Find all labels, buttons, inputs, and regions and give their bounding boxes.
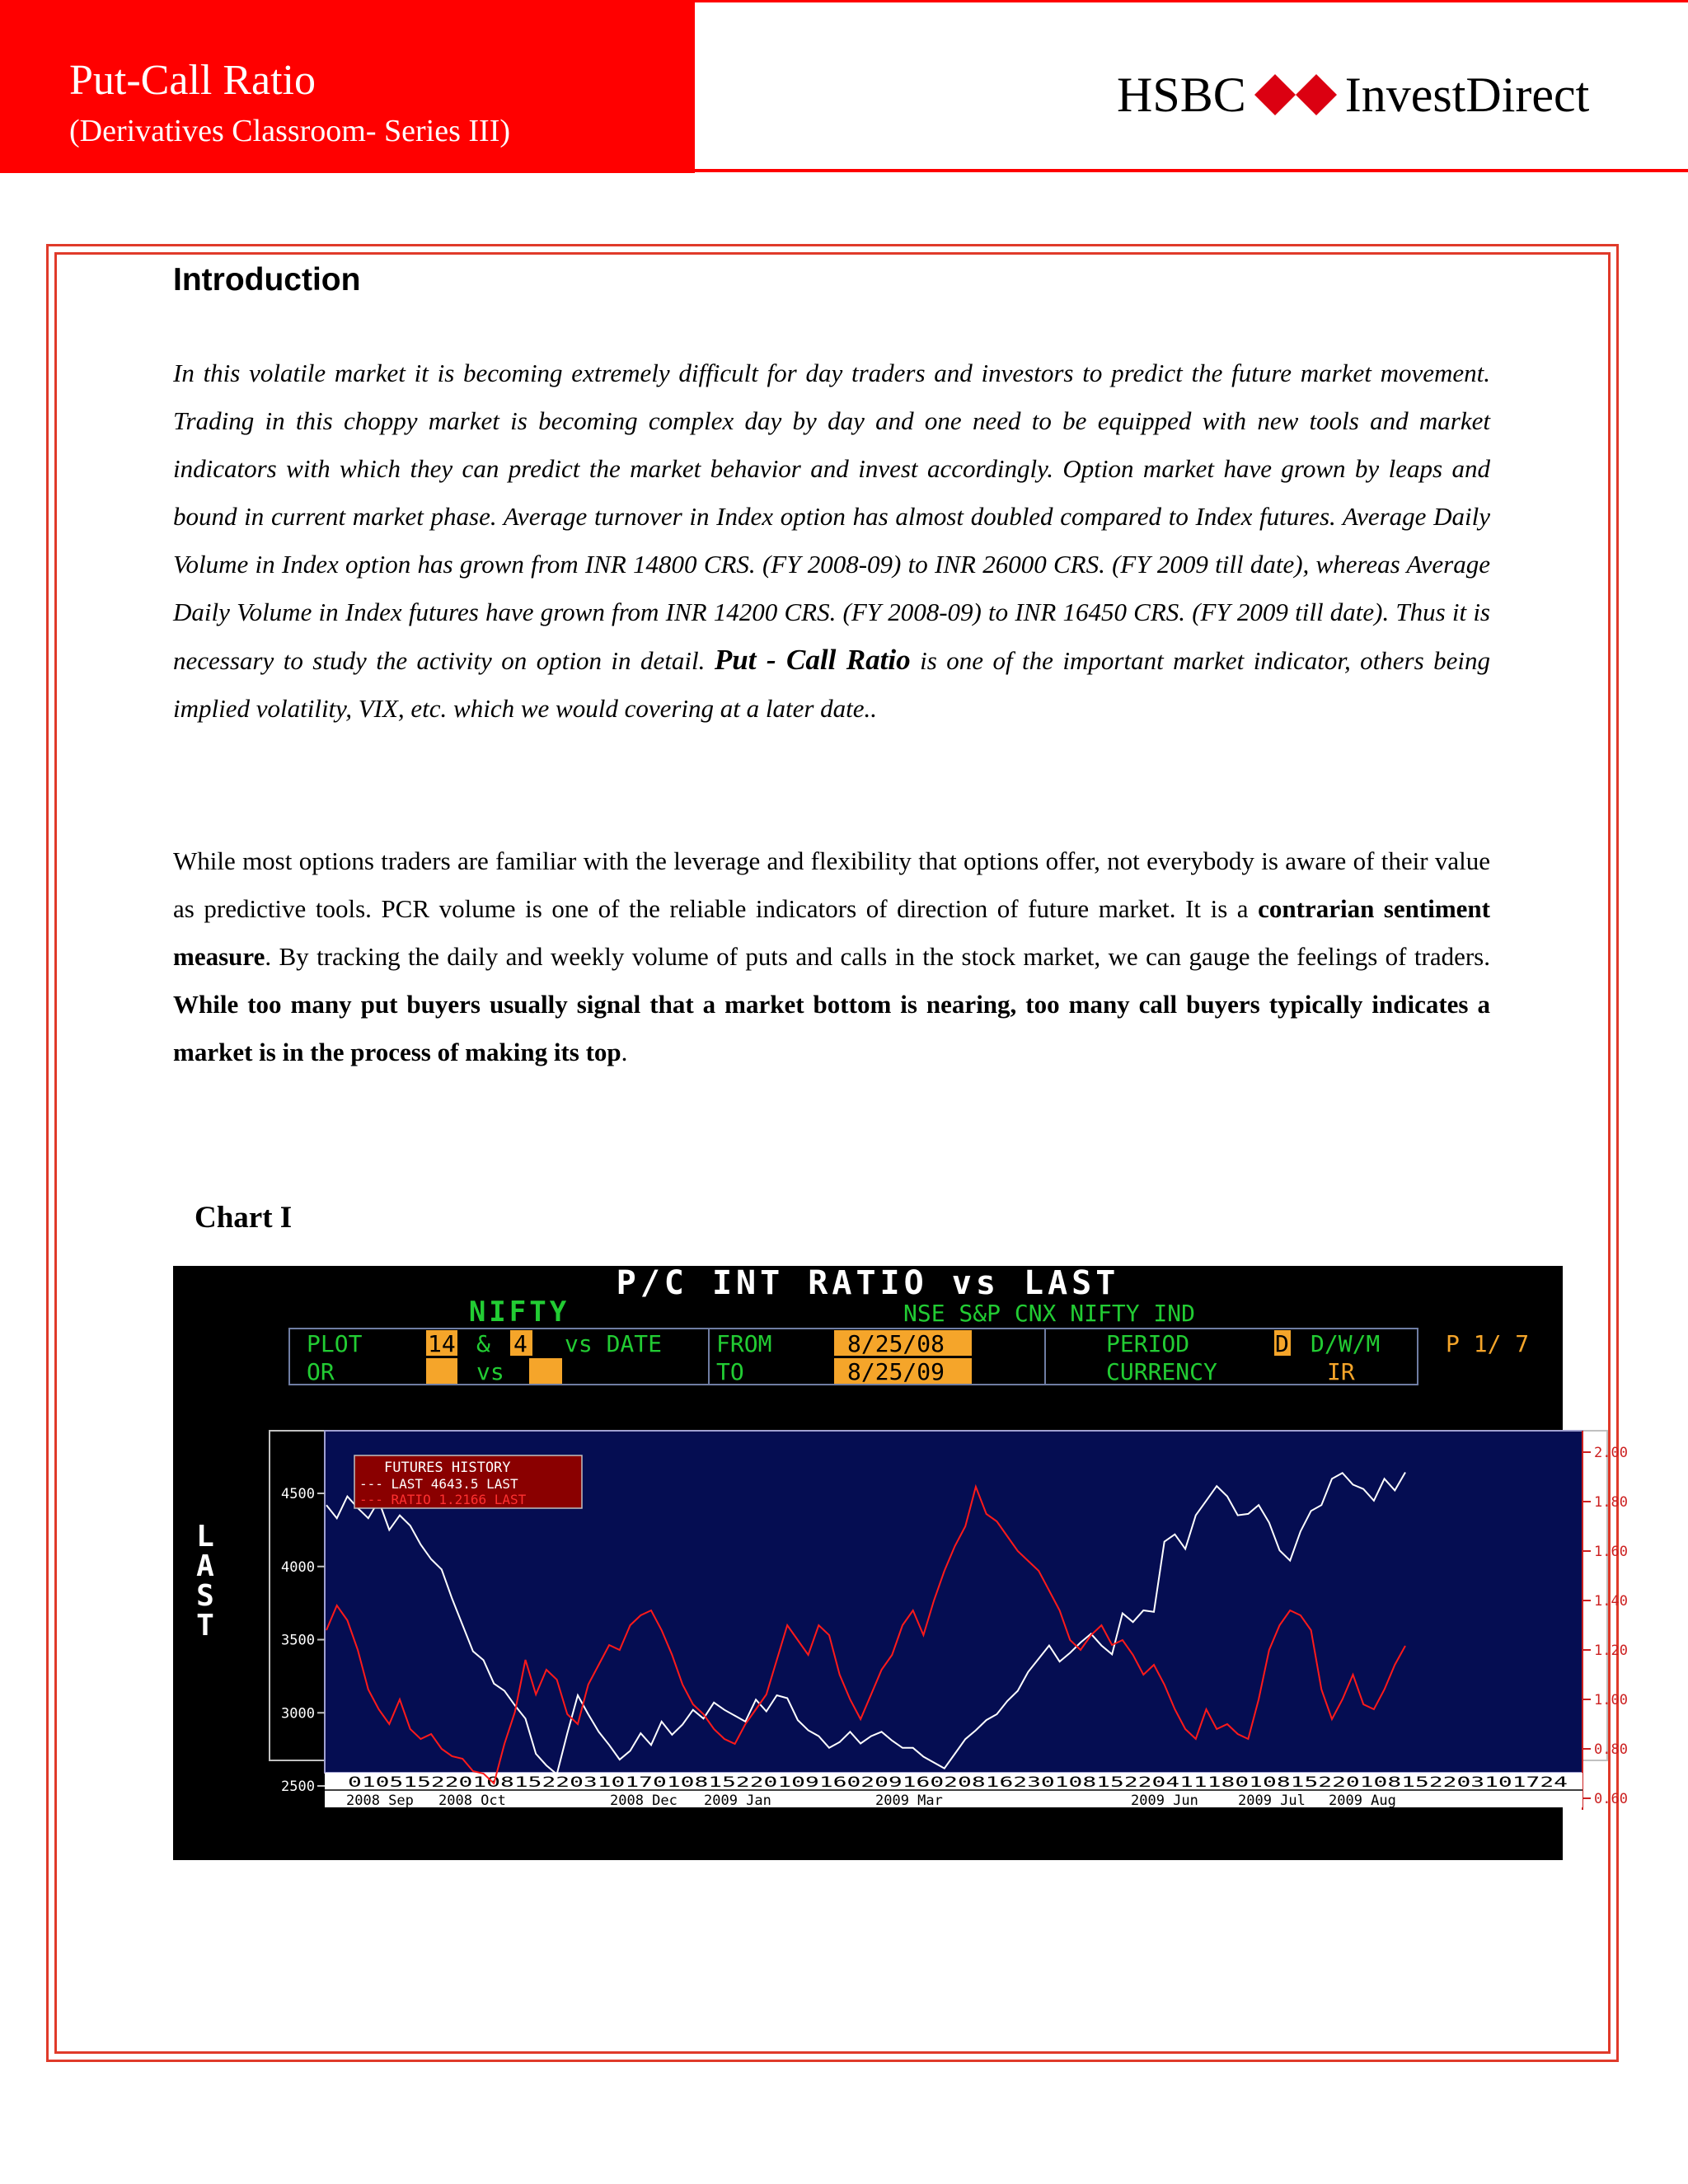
intro-paragraph bbox=[173, 349, 1490, 733]
svg-text:L: L bbox=[196, 1520, 214, 1554]
x-month-label: 2009 Jul bbox=[1238, 1793, 1306, 1809]
chart-legend bbox=[354, 1455, 582, 1508]
x-month-label: 2008 Oct bbox=[438, 1793, 506, 1809]
right-tick-label: 2.00 bbox=[1594, 1445, 1628, 1461]
pcr-text-mid: . By tracking the daily and weekly volume of puts and calls in the stock market, we can gauge the feelings of traders. bbox=[265, 942, 1490, 971]
intro-text: In this volatile market it is becoming extremely difficult for day traders and investors to predict the future market movement. Trading in this choppy market is becoming complex day by day and one need to be equipped with new tools and market indicators with which they can predict the market behavior and invest accordingly. Option market have grown by leaps and bound in current market phase. Average turnover in Index option has almost doubled compared to Index futures. Average Daily Volume in Index option has grown from INR 14800 CRS. (FY 2008-09) to INR 26000 CRS. (FY 2009 till date), whereas Average Daily Volume in Index futures have grown from INR 14200 CRS. (FY 2008-09) to INR 16450 CRS. (FY 2009 till date). Thus it is necessary to study the activity on option in detail. bbox=[173, 359, 1490, 675]
to-label: TO bbox=[716, 1358, 744, 1385]
pcr-signal-statement: While too many put buyers usually signal that a market bottom is nearing, too many call buyers typically indicates a market is in the process of making its top bbox=[173, 990, 1490, 1066]
left-axis-title bbox=[196, 1520, 214, 1643]
period-dwm: D/W/M bbox=[1311, 1330, 1381, 1357]
logo-text-hsbc: HSBC bbox=[1117, 68, 1246, 122]
page-indicator: P 1/ 7 bbox=[1446, 1330, 1530, 1357]
x-month-label: 2009 Mar bbox=[875, 1793, 943, 1809]
or-vs: vs bbox=[476, 1358, 504, 1385]
period-label: PERIOD bbox=[1106, 1330, 1190, 1357]
to-date: 8/25/09 bbox=[847, 1358, 945, 1385]
legend-last: --- LAST 4643.5 LAST bbox=[359, 1476, 518, 1492]
plot-series-b: 4 bbox=[513, 1330, 528, 1357]
right-tick-label: 1.80 bbox=[1594, 1494, 1628, 1511]
x-month-label: 2009 Jun bbox=[1131, 1793, 1198, 1809]
logo-text-investdirect: InvestDirect bbox=[1344, 68, 1590, 122]
legend-title: FUTURES HISTORY bbox=[384, 1460, 511, 1476]
document-subtitle: (Derivatives Classroom- Series III) bbox=[69, 114, 511, 148]
x-month-label: 2008 Sep bbox=[346, 1793, 414, 1809]
plot-series-a: 14 bbox=[428, 1330, 456, 1357]
left-tick-label: 3000 bbox=[281, 1705, 315, 1722]
currency-label: CURRENCY bbox=[1106, 1358, 1217, 1385]
left-tick-label: 2500 bbox=[281, 1779, 315, 1795]
x-month-label: 2009 Jan bbox=[704, 1793, 771, 1809]
chart-control-panel bbox=[289, 1329, 1529, 1385]
pcr-text: While most options traders are familiar with the leverage and flexibility that options offer, not everybody is aware of their value as predictive tools. PCR volume is one of the reliable indicators of direction of future market. It is a bbox=[173, 846, 1490, 923]
period-code: D bbox=[1275, 1330, 1289, 1357]
right-tick-label: 1.20 bbox=[1594, 1643, 1628, 1659]
right-tick-label: 1.60 bbox=[1594, 1544, 1628, 1560]
svg-text:S: S bbox=[196, 1579, 214, 1613]
header-rule-bottom bbox=[695, 169, 1688, 172]
x-month-label: 2009 Aug bbox=[1329, 1793, 1396, 1809]
plot-vs-date: vs DATE bbox=[565, 1330, 663, 1357]
right-tick-label: 0.60 bbox=[1594, 1791, 1628, 1807]
chart-title: P/C INT RATIO vs LAST bbox=[616, 1264, 1120, 1302]
from-date: 8/25/08 bbox=[847, 1330, 945, 1357]
hsbc-logo bbox=[1117, 66, 1589, 124]
plot-label: PLOT bbox=[307, 1330, 363, 1357]
legend-ratio: --- RATIO 1.2166 LAST bbox=[359, 1492, 527, 1507]
right-tick-label: 1.00 bbox=[1594, 1692, 1628, 1708]
chart-svg bbox=[173, 1264, 1628, 1860]
pcr-term: Put - Call Ratio bbox=[714, 644, 911, 676]
chart-subtitle-left: NIFTY bbox=[468, 1296, 570, 1329]
pcr-text-end: . bbox=[621, 1038, 628, 1066]
from-label: FROM bbox=[716, 1330, 772, 1357]
chart-subtitle-right: NSE S&P CNX NIFTY IND bbox=[903, 1300, 1196, 1327]
right-tick-label: 1.40 bbox=[1594, 1593, 1628, 1610]
x-axis-day-ticks: 0105152201081522031017010815220109160209160208162301081522041118010815220108152203101724 bbox=[348, 1774, 1568, 1791]
section-heading: Introduction bbox=[173, 262, 361, 298]
contrarian-term: contrarian sentiment measure bbox=[173, 894, 1490, 971]
pcr-paragraph bbox=[173, 837, 1490, 1076]
left-tick-label: 3500 bbox=[281, 1632, 315, 1649]
intro-text-tail: is one of the important market indicator, others being implied volatility, VIX, etc. which we would covering at a later date.. bbox=[173, 646, 1491, 723]
pcr-chart bbox=[173, 1264, 1628, 1860]
left-tick-label: 4000 bbox=[281, 1558, 315, 1576]
currency-value: IR bbox=[1327, 1358, 1355, 1385]
x-month-label: 2008 Dec bbox=[610, 1793, 678, 1809]
left-axis-ticks bbox=[281, 1486, 325, 1795]
chart-label: Chart I bbox=[195, 1201, 293, 1235]
hsbc-hexagon-icon bbox=[1254, 74, 1337, 115]
or-label: OR bbox=[307, 1358, 335, 1385]
right-tick-label: 0.80 bbox=[1594, 1741, 1628, 1758]
svg-text:A: A bbox=[196, 1549, 214, 1583]
header-rule-top bbox=[695, 0, 1688, 2]
svg-text:T: T bbox=[196, 1609, 214, 1643]
plot-ampersand: & bbox=[476, 1330, 490, 1357]
document-title: Put-Call Ratio bbox=[69, 57, 316, 104]
left-tick-label: 4500 bbox=[281, 1486, 315, 1502]
